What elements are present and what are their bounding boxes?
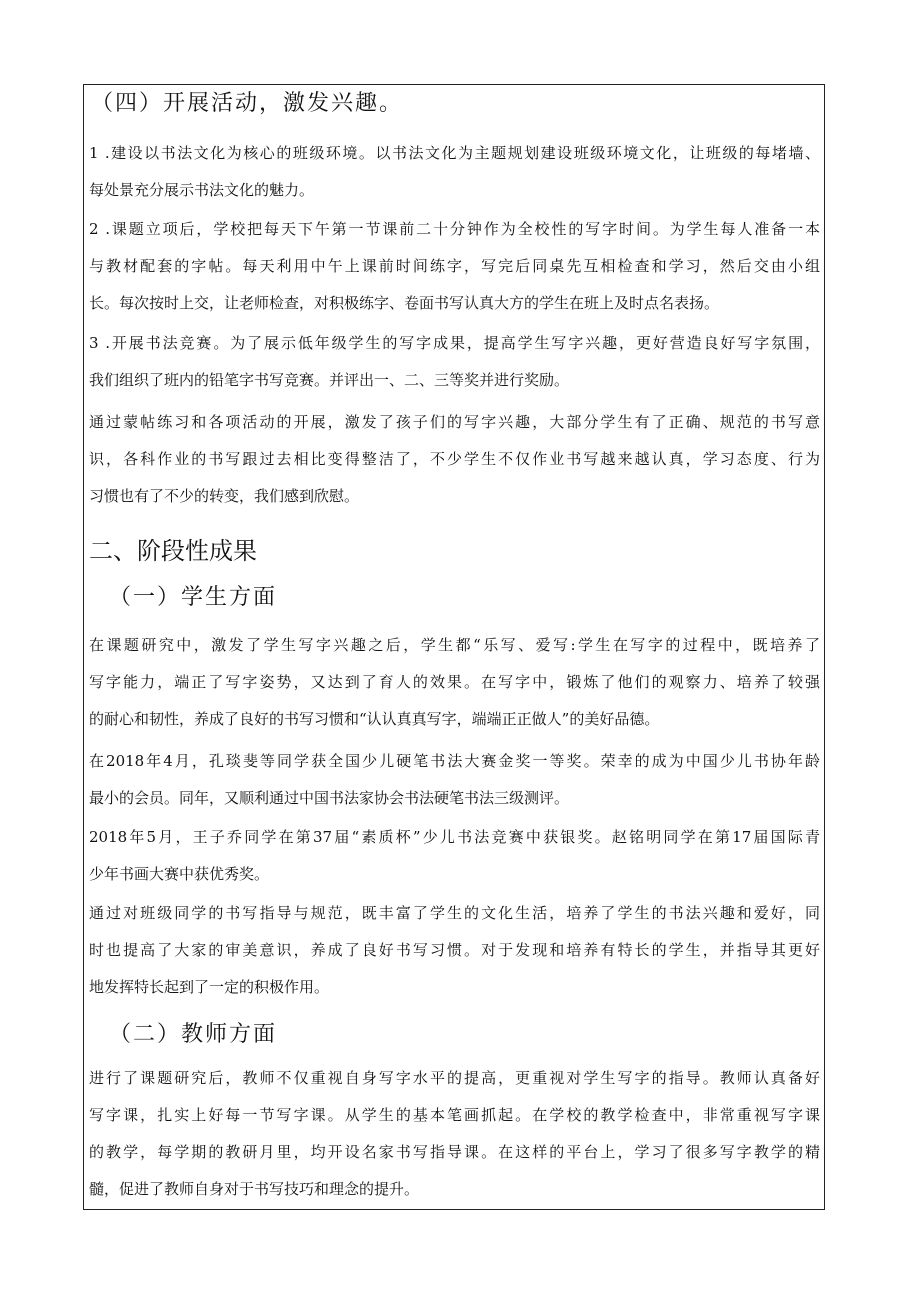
text-line: 2 .课题立项后，学校把每天下午第一节课前二十分钟作为全校性的写字时间。为学生每人准备一本 bbox=[89, 220, 820, 238]
text-line: 进行了课题研究后，教师不仅重视自身写字水平的提高，更重视对学生写字的指导。教师认真备好 bbox=[89, 1069, 820, 1087]
text-line: 在课题研究中，激发了学生写字兴趣之后，学生都“乐写、爱写:学生在写字的过程中，既培养了 bbox=[89, 636, 820, 654]
text-line: 3 .开展书法竞赛。为了展示低年级学生的写字成果，提高学生写字兴趣，更好营造良好写字氛围， bbox=[89, 334, 820, 352]
text-line: 时也提高了大家的审美意识，养成了良好书写习惯。对于发现和培养有特长的学生，并指导其更好 bbox=[89, 941, 820, 959]
text-line: 髓，促进了教师自身对于书写技巧和理念的提升。 bbox=[89, 1180, 420, 1198]
text-line: 写字课，扎实上好每一节写字课。从学生的基本笔画抓起。在学校的教学检查中，非常重视写字课 bbox=[89, 1106, 820, 1124]
text-line: 通过蒙帖练习和各项活动的开展，激发了孩子们的写字兴趣，大部分学生有了正确、规范的书写意 bbox=[89, 413, 820, 431]
section-2-heading: 二、阶段性成果 bbox=[89, 537, 257, 565]
section-4-heading: （四）开展活动，激发兴趣。 bbox=[91, 91, 404, 116]
section-4-paragraph-3 bbox=[89, 325, 820, 399]
text-line: 与教材配套的字帖。每天利用中午上课前时间练字，写完后同桌先互相检查和学习，然后交由小组 bbox=[89, 257, 820, 275]
teacher-paragraph-1 bbox=[89, 1060, 820, 1208]
student-paragraph-2 bbox=[89, 743, 820, 817]
text-line: 写字能力，端正了写字姿势，又达到了育人的效果。在写字中，锻炼了他们的观察力、培养了较强 bbox=[89, 673, 820, 691]
text-line: 的耐心和韧性，养成了良好的书写习惯和“认认真真写字，端端正正做人”的美好品德。 bbox=[89, 710, 660, 728]
student-paragraph-4 bbox=[89, 895, 820, 1006]
document-table-frame bbox=[83, 84, 825, 1210]
text-line: 少年书画大赛中获优秀奖。 bbox=[89, 865, 270, 883]
text-line: 每处景充分展示书法文化的魅力。 bbox=[89, 181, 315, 199]
teacher-section-heading: （二）教师方面 bbox=[109, 1022, 278, 1047]
text-line: 识，各科作业的书写跟过去相比变得整洁了，不少学生不仅作业书写越来越认真，学习态度、行为 bbox=[89, 450, 820, 468]
section-4-paragraph-2 bbox=[89, 211, 820, 322]
section-4-paragraph-4 bbox=[89, 404, 820, 515]
text-line: 地发挥特长起到了一定的积极作用。 bbox=[89, 978, 330, 996]
text-line: 在2018年4月，孔琰斐等同学获全国少儿硬笔书法大赛金奖一等奖。荣幸的成为中国少儿书协年龄 bbox=[89, 752, 820, 770]
section-4-paragraph-1 bbox=[89, 135, 820, 209]
text-line: 1 .建设以书法文化为核心的班级环境。以书法文化为主题规划建设班级环境文化，让班级的每堵墙、 bbox=[89, 144, 820, 162]
student-section-heading: （一）学生方面 bbox=[109, 585, 278, 610]
text-line: 长。每次按时上交，让老师检查，对积极练字、卷面书写认真大方的学生在班上及时点名表扬。 bbox=[89, 294, 720, 312]
text-line: 2018年5月，王子乔同学在第37届“素质杯”少儿书法竞赛中获银奖。赵铭明同学在第17届国际青 bbox=[89, 828, 820, 846]
text-line: 通过对班级同学的书写指导与规范，既丰富了学生的文化生活，培养了学生的书法兴趣和爱好，同 bbox=[89, 904, 820, 922]
text-line: 我们组织了班内的铅笔字书写竞赛。并评出一、二、三等奖并进行奖励。 bbox=[89, 371, 570, 389]
student-paragraph-1 bbox=[89, 627, 820, 738]
student-paragraph-3 bbox=[89, 819, 820, 893]
text-line: 最小的会员。同年，又顺利通过中国书法家协会书法硬笔书法三级测评。 bbox=[89, 789, 570, 807]
text-line: 习惯也有了不少的转变，我们感到欣慰。 bbox=[89, 487, 360, 505]
text-line: 的教学，每学期的教研月里，均开设名家书写指导课。在这样的平台上，学习了很多写字教学的精 bbox=[89, 1143, 820, 1161]
